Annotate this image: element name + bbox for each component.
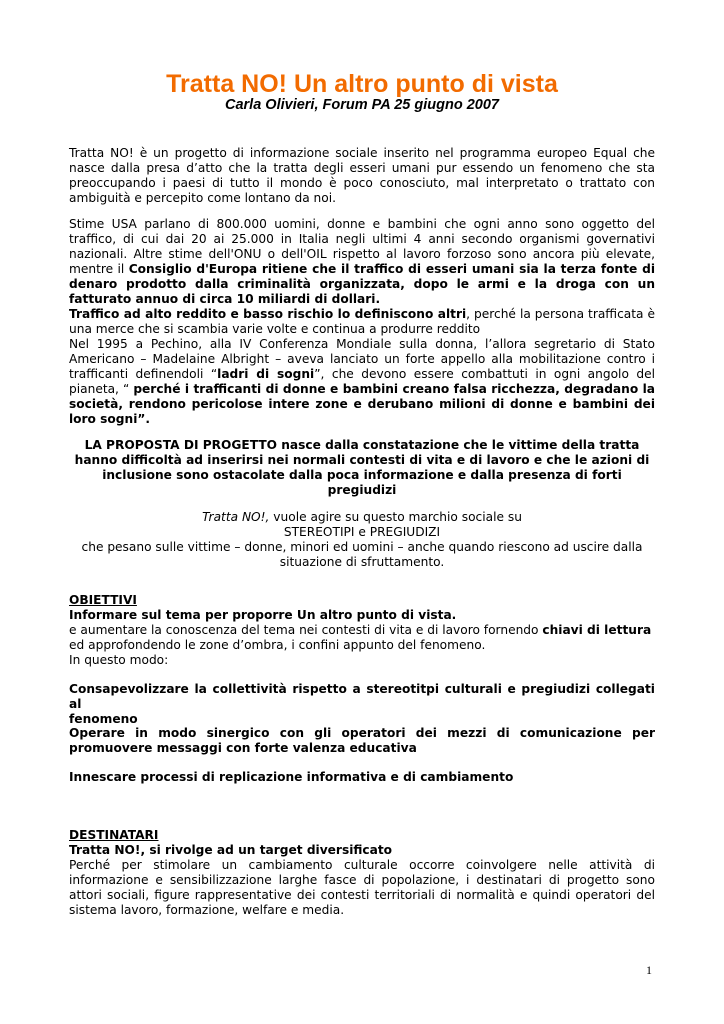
- stats-text: mentre il: [69, 262, 129, 276]
- brand-line: situazione di sfruttamento.: [279, 555, 445, 569]
- recipients-line: informazione e sensibilizzazione larghe fasce di popolazione, i destinatari di progetto sono: [69, 873, 655, 887]
- intro-line: ambiguità e percepito come lontano da noi.: [69, 191, 336, 205]
- objective-item-line: Innescare processi di replicazione informativa e di cambiamento: [69, 770, 514, 784]
- recipients-line: sistema lavoro, formazione, welfare e media.: [69, 903, 345, 917]
- stats-emphasis: loro sogni”.: [69, 412, 151, 426]
- stats-text: , perché la persona trafficata è: [466, 307, 656, 321]
- objective-item-line: fenomeno: [69, 712, 138, 726]
- objectives-section: [69, 593, 655, 668]
- objectives-line: [69, 623, 655, 638]
- recipients-lead: [69, 843, 655, 858]
- intro-line: Tratta NO! è un progetto di informazione sociale inserito nel programma europeo Equal che: [69, 146, 655, 160]
- document-subtitle: Carla Olivieri, Forum PA 25 giugno 2007: [225, 97, 499, 113]
- stats-line: una merce che si scambia varie volte e continua a produrre reddito: [69, 322, 481, 336]
- objectives-lead: [69, 608, 655, 623]
- stats-emphasis: società, rendono pericolose intere zone e derubano milioni di donne e bambini dei: [69, 397, 655, 411]
- brand-line: [69, 510, 655, 525]
- recipients-line: attori sociali, figure rappresentative dei contesti territoriali di normalità e quindi operatori del: [69, 888, 655, 902]
- stats-line: [69, 382, 655, 397]
- objectives-line: In questo modo:: [69, 653, 169, 667]
- stats-line: Stime USA parlano di 800.000 uomini, donne e bambini che ogni anno sono oggetto del: [69, 217, 655, 231]
- objective-item-line: Consapevolizzare la collettività rispetto a stereotitpi culturali e pregiudizi collegati al: [69, 682, 655, 711]
- objective-item-line: promuovere messaggi con forte valenza educativa: [69, 741, 417, 755]
- proposal-line: pregiudizi: [327, 483, 397, 497]
- brand-line: STEREOTIPI e PREGIUDIZI: [283, 525, 441, 539]
- objectives-heading: OBIETTIVI: [69, 593, 137, 607]
- stats-text: ”, che devono essere combattuti in ogni angolo del: [314, 367, 655, 381]
- stats-emphasis: denaro prodotto dalla criminalità organizzata, dopo le armi e la droga con un: [69, 277, 655, 291]
- stats-emphasis: fatturato annuo di circa 10 miliardi di dollari.: [69, 292, 381, 306]
- brand-name: Tratta NO!,: [202, 510, 270, 524]
- stats-emphasis: perché i trafficanti di donne e bambini creano falsa ricchezza, degradano la: [133, 382, 656, 396]
- objectives-lead-text: Informare sul tema per proporre Un altro punto di vista.: [69, 608, 457, 622]
- brand-paragraph: [69, 510, 655, 570]
- stats-line: nazionali. Altre stime dell'ONU o dell'OIL rispetto al lavoro forzoso sono ancora più elevate,: [69, 247, 655, 261]
- proposal-paragraph: [69, 438, 655, 498]
- recipients-section: [69, 828, 655, 918]
- stats-line: [69, 262, 655, 277]
- stats-emphasis: Consiglio d'Europa ritiene che il traffico di esseri umani sia la terza fonte di: [128, 262, 655, 276]
- stats-emphasis: ladri di sogni: [217, 367, 315, 381]
- objectives-emphasis: chiavi di lettura: [542, 623, 652, 637]
- stats-line: traffico, di cui dai 20 ai 25.000 in Italia negli ultimi 4 anni secondo organismi governativi: [69, 232, 655, 246]
- objective-item-line: Operare in modo sinergico con gli operatori dei mezzi di comunicazione per: [69, 726, 655, 740]
- brand-text: vuole agire su questo marchio sociale su: [269, 510, 522, 524]
- stats-text: pianeta, “: [69, 382, 134, 396]
- recipients-heading: DESTINATARI: [69, 828, 159, 842]
- proposal-line: LA PROPOSTA DI PROGETTO nasce dalla constatazione che le vittime della tratta: [84, 438, 640, 452]
- stats-line: [69, 292, 655, 307]
- objectives-line: ed approfondendo le zone d’ombra, i confini appunto del fenomeno.: [69, 638, 486, 652]
- objective-item: [69, 770, 655, 785]
- stats-line: [69, 307, 655, 322]
- stats-line: Americano – Madelaine Albright – aveva lanciato un forte appello alla mobilitazione contro i: [69, 352, 655, 366]
- stats-line: [69, 367, 655, 382]
- stats-text: trafficanti definendoli “: [69, 367, 218, 381]
- objectives-text: e aumentare la conoscenza del tema nei contesti di vita e di lavoro fornendo: [69, 623, 543, 637]
- stats-line: [69, 277, 655, 292]
- recipients-lead-text: Tratta NO!, si rivolge ad un target diversificato: [69, 843, 393, 857]
- brand-line: che pesano sulle vittime – donne, minori ed uomini – anche quando riescono ad uscire dalla: [81, 540, 643, 554]
- stats-line: [69, 397, 655, 412]
- document-title: Tratta NO! Un altro punto di vista: [166, 70, 558, 98]
- stats-emphasis: Traffico ad alto reddito e basso rischio lo definiscono altri: [69, 307, 467, 321]
- stats-line: [69, 412, 655, 427]
- stats-line: Nel 1995 a Pechino, alla IV Conferenza Mondiale sulla donna, l’allora segretario di Stato: [69, 337, 655, 351]
- page-number: 1: [646, 963, 652, 977]
- intro-line: nasce dalla presa d’atto che la tratta degli esseri umani pur essendo un fenomeno che sta: [69, 161, 655, 175]
- intro-line: preoccupando i paesi di tutto il mondo è poco conosciuto, mal interpretato o trattato con: [69, 176, 655, 190]
- proposal-line: hanno difficoltà ad inserirsi nei normali contesti di vita e di lavoro e che le azioni di: [74, 453, 650, 467]
- recipients-line: Perché per stimolare un cambiamento culturale occorre coinvolgere nelle attività di: [69, 858, 655, 872]
- objective-item: [69, 726, 655, 756]
- intro-paragraph: [69, 146, 655, 206]
- proposal-line: inclusione sono ostacolate dalla poca informazione e dalla presenza di forti: [102, 468, 622, 482]
- objective-item: [69, 682, 655, 727]
- stats-paragraph: [69, 217, 655, 427]
